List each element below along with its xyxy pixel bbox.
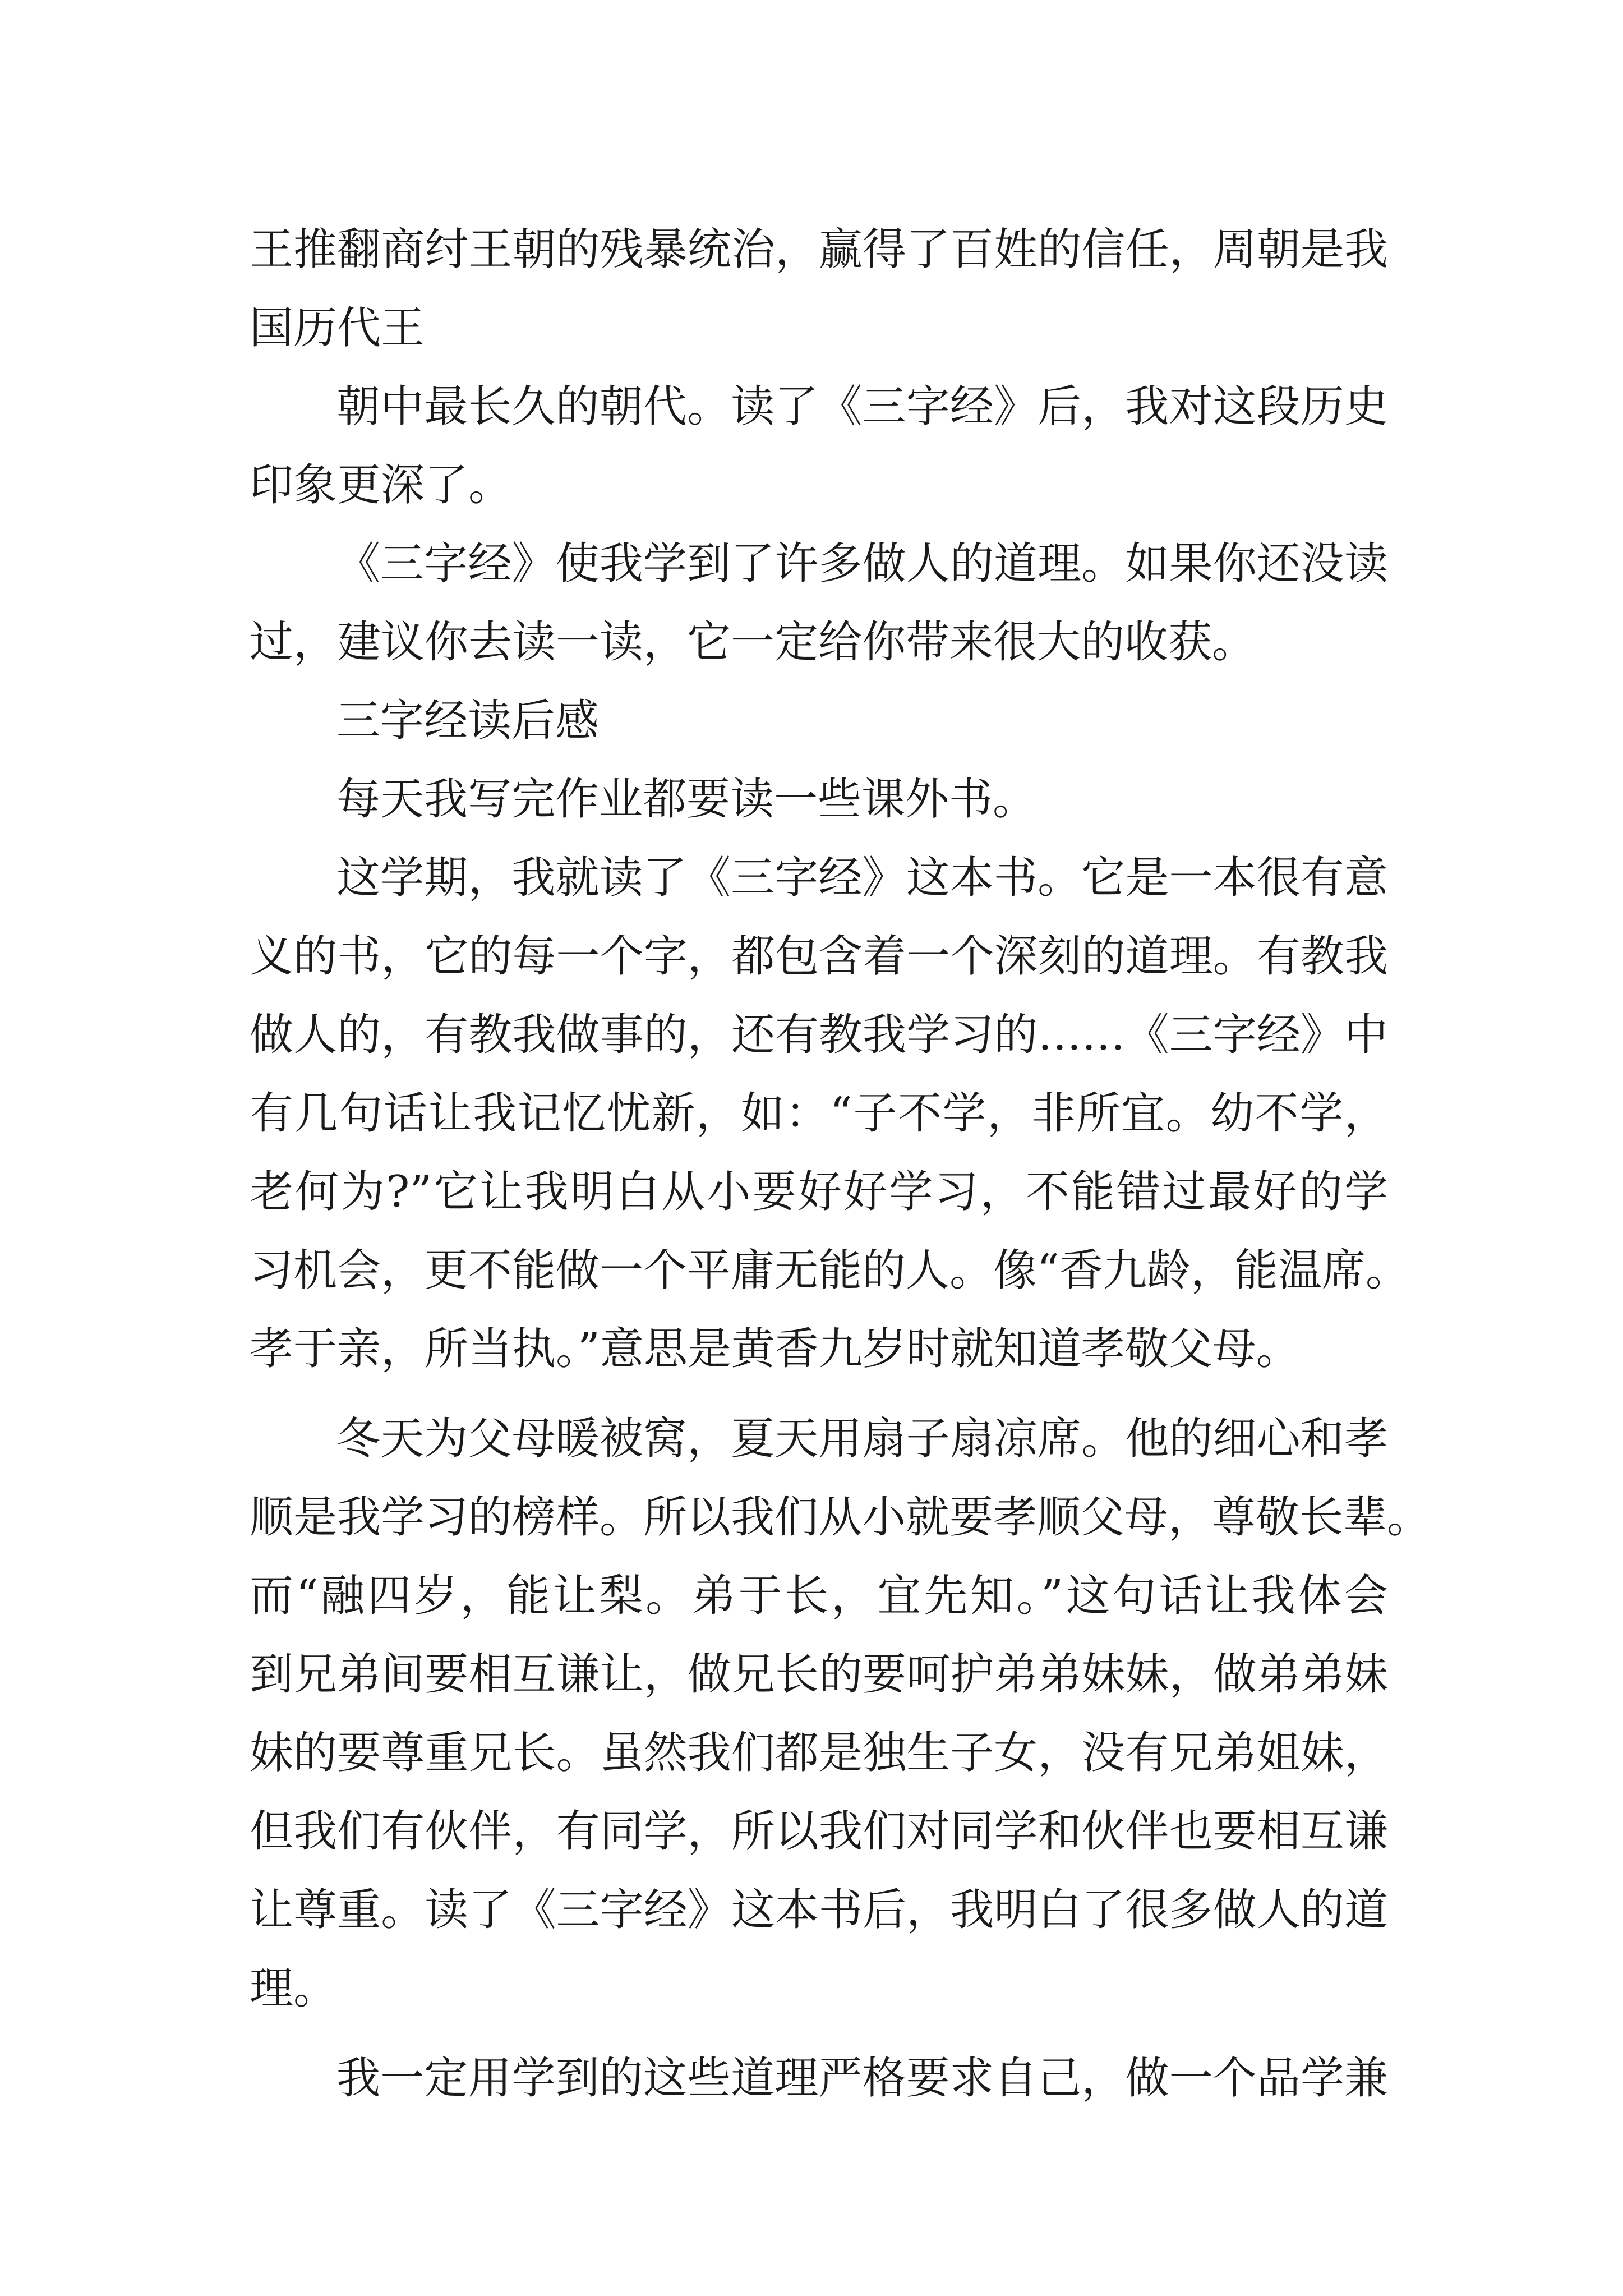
text-line: 但我们有伙伴，有同学，所以我们对同学和伙伴也要相互谦 <box>250 1806 1388 1857</box>
text-line: 让尊重。读了《三字经》这本书后，我明白了很多做人的道 <box>250 1885 1388 1935</box>
text-line: 朝中最长久的朝代。读了《三字经》后，我对这段历史 <box>336 381 1388 432</box>
text-line: 国历代王 <box>250 303 425 353</box>
text-line: 顺是我学习的榜样。所以我们从小就要孝顺父母，尊敬长辈。 <box>250 1492 1431 1543</box>
text-line: 老何为?”它让我明白从小要好好学习，不能错过最好的学 <box>250 1167 1388 1217</box>
text-line: 过，建议你去读一读，它一定给你带来很大的收获。 <box>250 617 1256 668</box>
text-line: 习机会，更不能做一个平庸无能的人。像“香九龄，能温席。 <box>250 1245 1409 1296</box>
text-line: 冬天为父母暖被窝，夏天用扇子扇凉席。他的细心和孝 <box>336 1414 1388 1464</box>
text-line: 而“融四岁，能让梨。弟于长，宜先知。”这句话让我体会 <box>250 1571 1388 1621</box>
section-title: 三字经读后感 <box>336 696 600 746</box>
text-line: 孝于亲，所当执。”意思是黄香九岁时就知道孝敬父母。 <box>250 1324 1300 1374</box>
text-line: 我一定用学到的这些道理严格要求自己，做一个品学兼 <box>336 2053 1388 2104</box>
text-line: 这学期，我就读了《三字经》这本书。它是一本很有意 <box>336 853 1388 903</box>
text-line: 印象更深了。 <box>250 460 513 510</box>
text-line: 每天我写完作业都要读一些课外书。 <box>336 774 1037 825</box>
text-line: 做人的，有教我做事的，还有教我学习的……《三字经》中 <box>250 1010 1388 1060</box>
text-line: 王推翻商纣王朝的残暴统治，赢得了百姓的信任，周朝是我 <box>250 224 1388 275</box>
text-line: 到兄弟间要相互谦让，做兄长的要呵护弟弟妹妹，做弟弟妹 <box>250 1649 1388 1700</box>
text-line: 有几句话让我记忆忧新，如：“子不学，非所宜。幼不学， <box>250 1088 1388 1139</box>
text-line: 妹的要尊重兄长。虽然我们都是独生子女，没有兄弟姐妹， <box>250 1728 1388 1778</box>
text-line: 义的书，它的每一个字，都包含着一个深刻的道理。有教我 <box>250 931 1388 982</box>
text-line: 《三字经》使我学到了许多做人的道理。如果你还没读 <box>336 539 1388 589</box>
text-line: 理。 <box>250 1963 338 2014</box>
